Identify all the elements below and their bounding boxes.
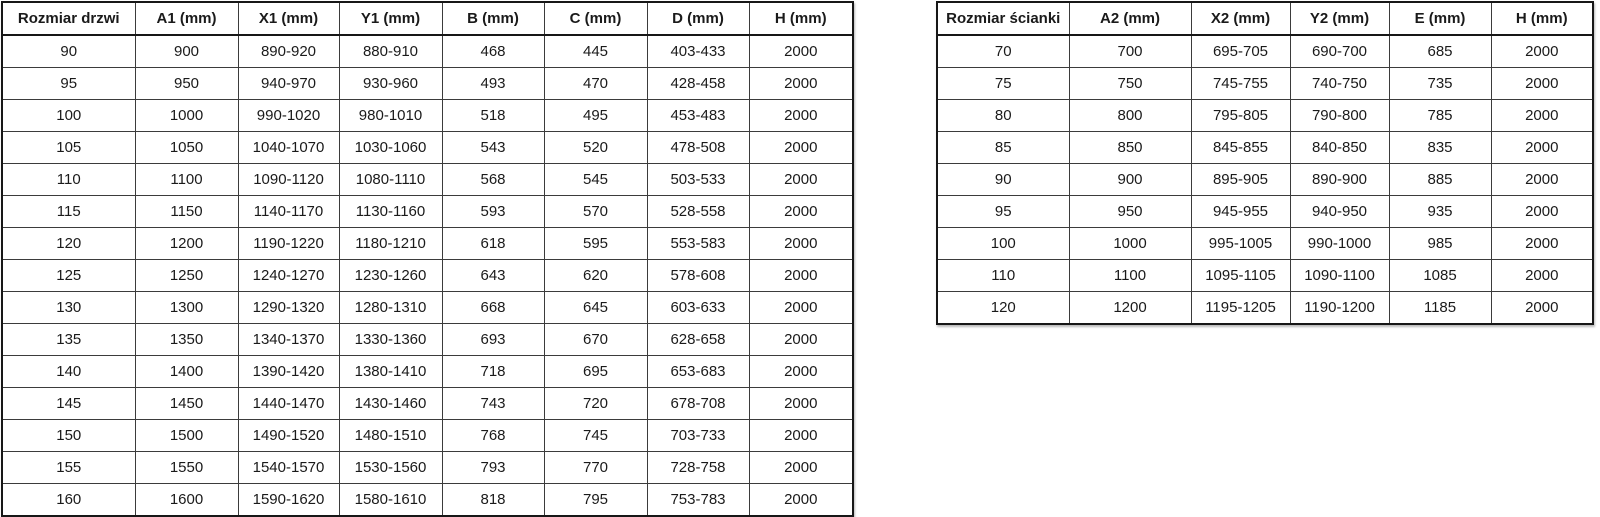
table-cell: 1030-1060 — [339, 132, 442, 164]
table-cell: 528-558 — [647, 196, 749, 228]
table-cell: 100 — [2, 100, 135, 132]
column-header: A2 (mm) — [1069, 2, 1191, 35]
table-cell: 743 — [442, 388, 544, 420]
table-cell: 628-658 — [647, 324, 749, 356]
table-cell: 2000 — [749, 388, 853, 420]
table-row — [2, 388, 853, 420]
table-cell: 728-758 — [647, 452, 749, 484]
table-cell: 1600 — [135, 484, 238, 517]
table-cell: 2000 — [749, 484, 853, 517]
table-cell: 2000 — [1491, 260, 1593, 292]
table-cell: 1430-1460 — [339, 388, 442, 420]
table-cell: 75 — [937, 68, 1069, 100]
table-cell: 2000 — [749, 324, 853, 356]
table-cell: 1085 — [1389, 260, 1491, 292]
table-cell: 695 — [544, 356, 647, 388]
table-cell: 2000 — [1491, 228, 1593, 260]
table-cell: 1095-1105 — [1191, 260, 1290, 292]
table-row — [937, 35, 1593, 68]
table-cell: 493 — [442, 68, 544, 100]
table-cell: 1590-1620 — [238, 484, 339, 517]
table-cell: 1340-1370 — [238, 324, 339, 356]
table-cell: 1190-1200 — [1290, 292, 1389, 325]
table-cell: 653-683 — [647, 356, 749, 388]
table-cell: 985 — [1389, 228, 1491, 260]
table-cell: 693 — [442, 324, 544, 356]
table-cell: 545 — [544, 164, 647, 196]
table-row — [937, 292, 1593, 325]
table-cell: 1350 — [135, 324, 238, 356]
table-cell: 795-805 — [1191, 100, 1290, 132]
table-cell: 2000 — [749, 164, 853, 196]
table-cell: 950 — [1069, 196, 1191, 228]
table-cell: 503-533 — [647, 164, 749, 196]
table-cell: 1200 — [135, 228, 238, 260]
table-cell: 845-855 — [1191, 132, 1290, 164]
table-cell: 1000 — [1069, 228, 1191, 260]
column-header: X1 (mm) — [238, 2, 339, 35]
table-cell: 1080-1110 — [339, 164, 442, 196]
table-row — [937, 196, 1593, 228]
table-cell: 620 — [544, 260, 647, 292]
table-cell: 1190-1220 — [238, 228, 339, 260]
table-row — [2, 132, 853, 164]
table-cell: 1330-1360 — [339, 324, 442, 356]
table-cell: 995-1005 — [1191, 228, 1290, 260]
table-row — [937, 100, 1593, 132]
table-cell: 2000 — [749, 420, 853, 452]
table-row — [2, 452, 853, 484]
table-cell: 785 — [1389, 100, 1491, 132]
table-cell: 900 — [1069, 164, 1191, 196]
table-cell: 1250 — [135, 260, 238, 292]
table-cell: 1380-1410 — [339, 356, 442, 388]
table-cell: 1540-1570 — [238, 452, 339, 484]
table-cell: 1450 — [135, 388, 238, 420]
table-row — [937, 228, 1593, 260]
table-cell: 553-583 — [647, 228, 749, 260]
table-cell: 595 — [544, 228, 647, 260]
table-cell: 940-950 — [1290, 196, 1389, 228]
table-cell: 890-900 — [1290, 164, 1389, 196]
table-cell: 2000 — [749, 260, 853, 292]
table-cell: 1530-1560 — [339, 452, 442, 484]
table-cell: 718 — [442, 356, 544, 388]
table-cell: 1100 — [1069, 260, 1191, 292]
table-cell: 790-800 — [1290, 100, 1389, 132]
table-cell: 880-910 — [339, 35, 442, 68]
table-cell: 1000 — [135, 100, 238, 132]
table-cell: 478-508 — [647, 132, 749, 164]
table-cell: 470 — [544, 68, 647, 100]
table-cell: 835 — [1389, 132, 1491, 164]
table-cell: 818 — [442, 484, 544, 517]
table-cell: 453-483 — [647, 100, 749, 132]
column-header: D (mm) — [647, 2, 749, 35]
table-cell: 495 — [544, 100, 647, 132]
table-cell: 603-633 — [647, 292, 749, 324]
table-cell: 1440-1470 — [238, 388, 339, 420]
header-row — [937, 2, 1593, 35]
table-cell: 1230-1260 — [339, 260, 442, 292]
table-cell: 1150 — [135, 196, 238, 228]
table-cell: 543 — [442, 132, 544, 164]
table-cell: 1100 — [135, 164, 238, 196]
column-header: A1 (mm) — [135, 2, 238, 35]
table-cell: 850 — [1069, 132, 1191, 164]
table-cell: 570 — [544, 196, 647, 228]
table-row — [2, 164, 853, 196]
table-row — [2, 420, 853, 452]
table-cell: 2000 — [749, 452, 853, 484]
table-row — [2, 68, 853, 100]
table-cell: 1185 — [1389, 292, 1491, 325]
column-header: Rozmiar ścianki — [937, 2, 1069, 35]
table-cell: 1550 — [135, 452, 238, 484]
table-cell: 70 — [937, 35, 1069, 68]
table-row — [937, 260, 1593, 292]
table-cell: 100 — [937, 228, 1069, 260]
table-cell: 2000 — [1491, 164, 1593, 196]
table-row — [2, 100, 853, 132]
table-cell: 2000 — [749, 132, 853, 164]
table-cell: 745-755 — [1191, 68, 1290, 100]
table-cell: 703-733 — [647, 420, 749, 452]
table-cell: 145 — [2, 388, 135, 420]
table-cell: 990-1000 — [1290, 228, 1389, 260]
table-row — [2, 35, 853, 68]
table-cell: 120 — [2, 228, 135, 260]
table-cell: 90 — [937, 164, 1069, 196]
column-header: H (mm) — [1491, 2, 1593, 35]
table-cell: 2000 — [749, 292, 853, 324]
column-header: H (mm) — [749, 2, 853, 35]
table-cell: 793 — [442, 452, 544, 484]
table-cell: 80 — [937, 100, 1069, 132]
table-cell: 2000 — [749, 68, 853, 100]
table-cell: 768 — [442, 420, 544, 452]
column-header: Y1 (mm) — [339, 2, 442, 35]
table-cell: 2000 — [749, 356, 853, 388]
table-cell: 668 — [442, 292, 544, 324]
table-cell: 685 — [1389, 35, 1491, 68]
table-cell: 1580-1610 — [339, 484, 442, 517]
table-cell: 1130-1160 — [339, 196, 442, 228]
table-row — [2, 260, 853, 292]
table-cell: 150 — [2, 420, 135, 452]
table-cell: 578-608 — [647, 260, 749, 292]
table-cell: 130 — [2, 292, 135, 324]
table-row — [2, 484, 853, 517]
table-cell: 770 — [544, 452, 647, 484]
table-cell: 1040-1070 — [238, 132, 339, 164]
table-cell: 930-960 — [339, 68, 442, 100]
table-cell: 1200 — [1069, 292, 1191, 325]
table-cell: 2000 — [749, 196, 853, 228]
table-cell: 700 — [1069, 35, 1191, 68]
table-cell: 990-1020 — [238, 100, 339, 132]
table-cell: 895-905 — [1191, 164, 1290, 196]
column-header: X2 (mm) — [1191, 2, 1290, 35]
table-cell: 2000 — [749, 228, 853, 260]
column-header: E (mm) — [1389, 2, 1491, 35]
table-cell: 2000 — [749, 100, 853, 132]
table-cell: 125 — [2, 260, 135, 292]
column-header: Y2 (mm) — [1290, 2, 1389, 35]
table-cell: 800 — [1069, 100, 1191, 132]
table-cell: 1195-1205 — [1191, 292, 1290, 325]
table-cell: 1240-1270 — [238, 260, 339, 292]
table-cell: 745 — [544, 420, 647, 452]
table-cell: 110 — [2, 164, 135, 196]
table-cell: 643 — [442, 260, 544, 292]
table-cell: 518 — [442, 100, 544, 132]
table-cell: 428-458 — [647, 68, 749, 100]
table-row — [937, 164, 1593, 196]
table-cell: 120 — [937, 292, 1069, 325]
table-cell: 160 — [2, 484, 135, 517]
table-cell: 935 — [1389, 196, 1491, 228]
table-cell: 115 — [2, 196, 135, 228]
table-cell: 795 — [544, 484, 647, 517]
table-cell: 753-783 — [647, 484, 749, 517]
table-cell: 1500 — [135, 420, 238, 452]
table-cell: 2000 — [1491, 35, 1593, 68]
table-cell: 468 — [442, 35, 544, 68]
table-cell: 695-705 — [1191, 35, 1290, 68]
table-cell: 110 — [937, 260, 1069, 292]
table-cell: 940-970 — [238, 68, 339, 100]
header-row — [2, 2, 853, 35]
table-cell: 885 — [1389, 164, 1491, 196]
table-cell: 90 — [2, 35, 135, 68]
table-cell: 105 — [2, 132, 135, 164]
table-cell: 678-708 — [647, 388, 749, 420]
table-cell: 900 — [135, 35, 238, 68]
table-row — [2, 196, 853, 228]
table-cell: 2000 — [749, 35, 853, 68]
table-cell: 618 — [442, 228, 544, 260]
table-cell: 1090-1120 — [238, 164, 339, 196]
table-cell: 750 — [1069, 68, 1191, 100]
table-cell: 403-433 — [647, 35, 749, 68]
table-row — [2, 324, 853, 356]
table-cell: 840-850 — [1290, 132, 1389, 164]
column-header: C (mm) — [544, 2, 647, 35]
table-cell: 735 — [1389, 68, 1491, 100]
table-cell: 1400 — [135, 356, 238, 388]
table-cell: 593 — [442, 196, 544, 228]
table-cell: 1140-1170 — [238, 196, 339, 228]
table-cell: 945-955 — [1191, 196, 1290, 228]
table-row — [2, 228, 853, 260]
table-cell: 1280-1310 — [339, 292, 442, 324]
table-cell: 740-750 — [1290, 68, 1389, 100]
table-cell: 1490-1520 — [238, 420, 339, 452]
table-cell: 645 — [544, 292, 647, 324]
table-cell: 155 — [2, 452, 135, 484]
table-row — [937, 68, 1593, 100]
table-cell: 1390-1420 — [238, 356, 339, 388]
table-cell: 2000 — [1491, 196, 1593, 228]
table-cell: 95 — [937, 196, 1069, 228]
table-cell: 85 — [937, 132, 1069, 164]
door-size-table — [1, 1, 854, 517]
table-cell: 520 — [544, 132, 647, 164]
table-cell: 2000 — [1491, 68, 1593, 100]
table-cell: 690-700 — [1290, 35, 1389, 68]
column-header: Rozmiar drzwi — [2, 2, 135, 35]
table-cell: 1090-1100 — [1290, 260, 1389, 292]
table-cell: 720 — [544, 388, 647, 420]
table-cell: 95 — [2, 68, 135, 100]
table-cell: 1050 — [135, 132, 238, 164]
table-cell: 445 — [544, 35, 647, 68]
table-cell: 1300 — [135, 292, 238, 324]
table-cell: 950 — [135, 68, 238, 100]
table-cell: 1180-1210 — [339, 228, 442, 260]
table-cell: 980-1010 — [339, 100, 442, 132]
table-row — [2, 292, 853, 324]
table-row — [2, 356, 853, 388]
table-cell: 2000 — [1491, 100, 1593, 132]
table-cell: 140 — [2, 356, 135, 388]
table-cell: 670 — [544, 324, 647, 356]
table-cell: 2000 — [1491, 132, 1593, 164]
table-row — [937, 132, 1593, 164]
table-cell: 1480-1510 — [339, 420, 442, 452]
table-cell: 135 — [2, 324, 135, 356]
column-header: B (mm) — [442, 2, 544, 35]
table-cell: 1290-1320 — [238, 292, 339, 324]
table-cell: 890-920 — [238, 35, 339, 68]
table-cell: 568 — [442, 164, 544, 196]
table-cell: 2000 — [1491, 292, 1593, 325]
wall-panel-size-table — [936, 1, 1594, 325]
